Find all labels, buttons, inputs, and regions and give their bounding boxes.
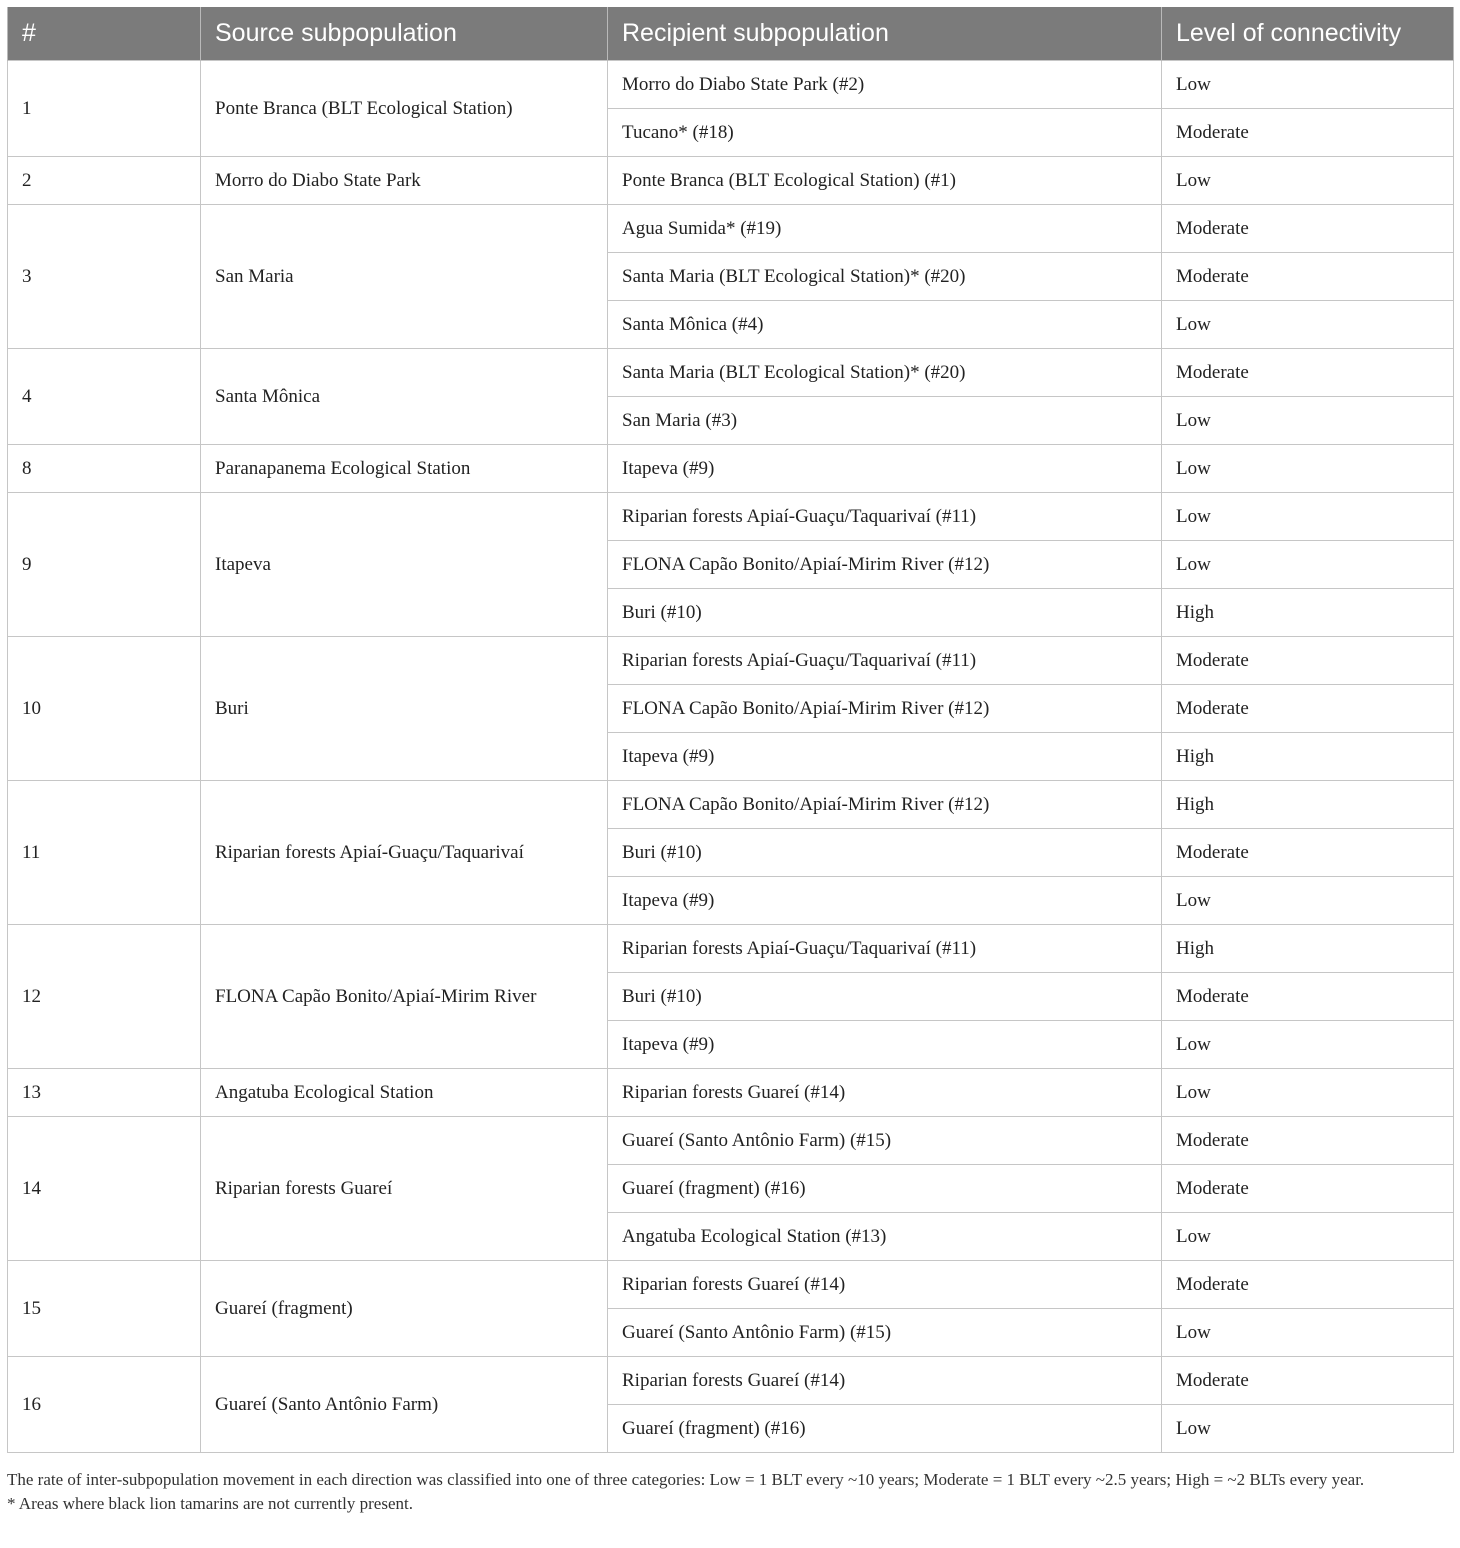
recipient-subpopulation: Riparian forests Guareí (#14): [608, 1069, 1162, 1117]
connectivity-level: Low: [1162, 1405, 1454, 1453]
connectivity-level: High: [1162, 781, 1454, 829]
recipient-subpopulation: Riparian forests Apiaí-Guaçu/Taquarivaí (#11): [608, 493, 1162, 541]
connectivity-level: Low: [1162, 301, 1454, 349]
table-row: [8, 493, 1454, 541]
recipient-subpopulation: Itapeva (#9): [608, 877, 1162, 925]
source-subpopulation: FLONA Capão Bonito/Apiaí-Mirim River: [201, 925, 608, 1069]
recipient-subpopulation: Guareí (Santo Antônio Farm) (#15): [608, 1309, 1162, 1357]
recipient-subpopulation: Riparian forests Guareí (#14): [608, 1261, 1162, 1309]
connectivity-level: Moderate: [1162, 253, 1454, 301]
table-row: [8, 1357, 1454, 1405]
recipient-subpopulation: Ponte Branca (BLT Ecological Station) (#1): [608, 157, 1162, 205]
row-number: 4: [8, 349, 201, 445]
source-subpopulation: Guareí (fragment): [201, 1261, 608, 1357]
footnote-rate: The rate of inter-subpopulation movement in each direction was classified into one of three categories: Low = 1 BLT every ~10 years; Moderate = 1 BLT every ~2.5 years; High = ~2 BLTs every year.: [7, 1470, 1365, 1489]
recipient-subpopulation: Santa Maria (BLT Ecological Station)* (#20): [608, 253, 1162, 301]
row-number: 1: [8, 61, 201, 157]
recipient-subpopulation: Itapeva (#9): [608, 445, 1162, 493]
row-number: 15: [8, 1261, 201, 1357]
row-number: 14: [8, 1117, 201, 1261]
row-number: 16: [8, 1357, 201, 1453]
connectivity-level: Low: [1162, 493, 1454, 541]
recipient-subpopulation: Santa Mônica (#4): [608, 301, 1162, 349]
row-number: 3: [8, 205, 201, 349]
row-number: 9: [8, 493, 201, 637]
source-subpopulation: Paranapanema Ecological Station: [201, 445, 608, 493]
connectivity-level: Moderate: [1162, 349, 1454, 397]
source-subpopulation: Morro do Diabo State Park: [201, 157, 608, 205]
recipient-subpopulation: Morro do Diabo State Park (#2): [608, 61, 1162, 109]
recipient-subpopulation: San Maria (#3): [608, 397, 1162, 445]
table-body: [8, 61, 1454, 1453]
source-subpopulation: Guareí (Santo Antônio Farm): [201, 1357, 608, 1453]
recipient-subpopulation: Guareí (fragment) (#16): [608, 1165, 1162, 1213]
connectivity-level: Moderate: [1162, 1261, 1454, 1309]
row-number: 13: [8, 1069, 201, 1117]
connectivity-level: Low: [1162, 1213, 1454, 1261]
connectivity-level: Low: [1162, 397, 1454, 445]
recipient-subpopulation: Itapeva (#9): [608, 733, 1162, 781]
table-row: [8, 637, 1454, 685]
recipient-subpopulation: FLONA Capão Bonito/Apiaí-Mirim River (#12): [608, 541, 1162, 589]
table-row: [8, 205, 1454, 253]
source-subpopulation: Itapeva: [201, 493, 608, 637]
connectivity-level: Low: [1162, 1069, 1454, 1117]
table-row: [8, 1117, 1454, 1165]
connectivity-level: High: [1162, 925, 1454, 973]
connectivity-level: Low: [1162, 157, 1454, 205]
footnote-asterisk: * Areas where black lion tamarins are not currently present.: [7, 1494, 413, 1513]
recipient-subpopulation: Agua Sumida* (#19): [608, 205, 1162, 253]
source-subpopulation: San Maria: [201, 205, 608, 349]
table-row: [8, 1261, 1454, 1309]
recipient-subpopulation: Guareí (Santo Antônio Farm) (#15): [608, 1117, 1162, 1165]
connectivity-level: Moderate: [1162, 685, 1454, 733]
row-number: 11: [8, 781, 201, 925]
recipient-subpopulation: Buri (#10): [608, 973, 1162, 1021]
connectivity-level: Low: [1162, 1021, 1454, 1069]
header-recipient: Recipient subpopulation: [608, 7, 1162, 61]
source-subpopulation: Riparian forests Guareí: [201, 1117, 608, 1261]
connectivity-level: Low: [1162, 541, 1454, 589]
table-row: [8, 349, 1454, 397]
recipient-subpopulation: Tucano* (#18): [608, 109, 1162, 157]
connectivity-level: Moderate: [1162, 829, 1454, 877]
source-subpopulation: Buri: [201, 637, 608, 781]
row-number: 2: [8, 157, 201, 205]
connectivity-level: Moderate: [1162, 205, 1454, 253]
source-subpopulation: Ponte Branca (BLT Ecological Station): [201, 61, 608, 157]
connectivity-level: Low: [1162, 1309, 1454, 1357]
connectivity-level: Moderate: [1162, 109, 1454, 157]
connectivity-level: Moderate: [1162, 1117, 1454, 1165]
connectivity-level: Low: [1162, 61, 1454, 109]
table-row: [8, 61, 1454, 109]
header-connectivity: Level of connectivity: [1162, 7, 1454, 61]
connectivity-level: Moderate: [1162, 973, 1454, 1021]
recipient-subpopulation: Riparian forests Apiaí-Guaçu/Taquarivaí (#11): [608, 637, 1162, 685]
recipient-subpopulation: Buri (#10): [608, 829, 1162, 877]
header-row: [8, 7, 1454, 61]
connectivity-level: High: [1162, 589, 1454, 637]
row-number: 12: [8, 925, 201, 1069]
connectivity-level: Moderate: [1162, 1165, 1454, 1213]
connectivity-level: Low: [1162, 877, 1454, 925]
recipient-subpopulation: Riparian forests Apiaí-Guaçu/Taquarivaí (#11): [608, 925, 1162, 973]
source-subpopulation: Riparian forests Apiaí-Guaçu/Taquarivaí: [201, 781, 608, 925]
source-subpopulation: Santa Mônica: [201, 349, 608, 445]
table-footnotes: [7, 1468, 1453, 1516]
table-row: [8, 1069, 1454, 1117]
connectivity-level: Low: [1162, 445, 1454, 493]
recipient-subpopulation: FLONA Capão Bonito/Apiaí-Mirim River (#12): [608, 685, 1162, 733]
table-row: [8, 781, 1454, 829]
row-number: 8: [8, 445, 201, 493]
recipient-subpopulation: Santa Maria (BLT Ecological Station)* (#20): [608, 349, 1162, 397]
source-subpopulation: Angatuba Ecological Station: [201, 1069, 608, 1117]
connectivity-level: Moderate: [1162, 1357, 1454, 1405]
connectivity-level: Moderate: [1162, 637, 1454, 685]
recipient-subpopulation: Guareí (fragment) (#16): [608, 1405, 1162, 1453]
recipient-subpopulation: Itapeva (#9): [608, 1021, 1162, 1069]
header-number: #: [8, 7, 201, 61]
recipient-subpopulation: Angatuba Ecological Station (#13): [608, 1213, 1162, 1261]
connectivity-table: [7, 7, 1454, 1453]
recipient-subpopulation: Riparian forests Guareí (#14): [608, 1357, 1162, 1405]
table-row: [8, 157, 1454, 205]
recipient-subpopulation: FLONA Capão Bonito/Apiaí-Mirim River (#12): [608, 781, 1162, 829]
header-source: Source subpopulation: [201, 7, 608, 61]
table-row: [8, 445, 1454, 493]
connectivity-level: High: [1162, 733, 1454, 781]
recipient-subpopulation: Buri (#10): [608, 589, 1162, 637]
table-row: [8, 925, 1454, 973]
row-number: 10: [8, 637, 201, 781]
